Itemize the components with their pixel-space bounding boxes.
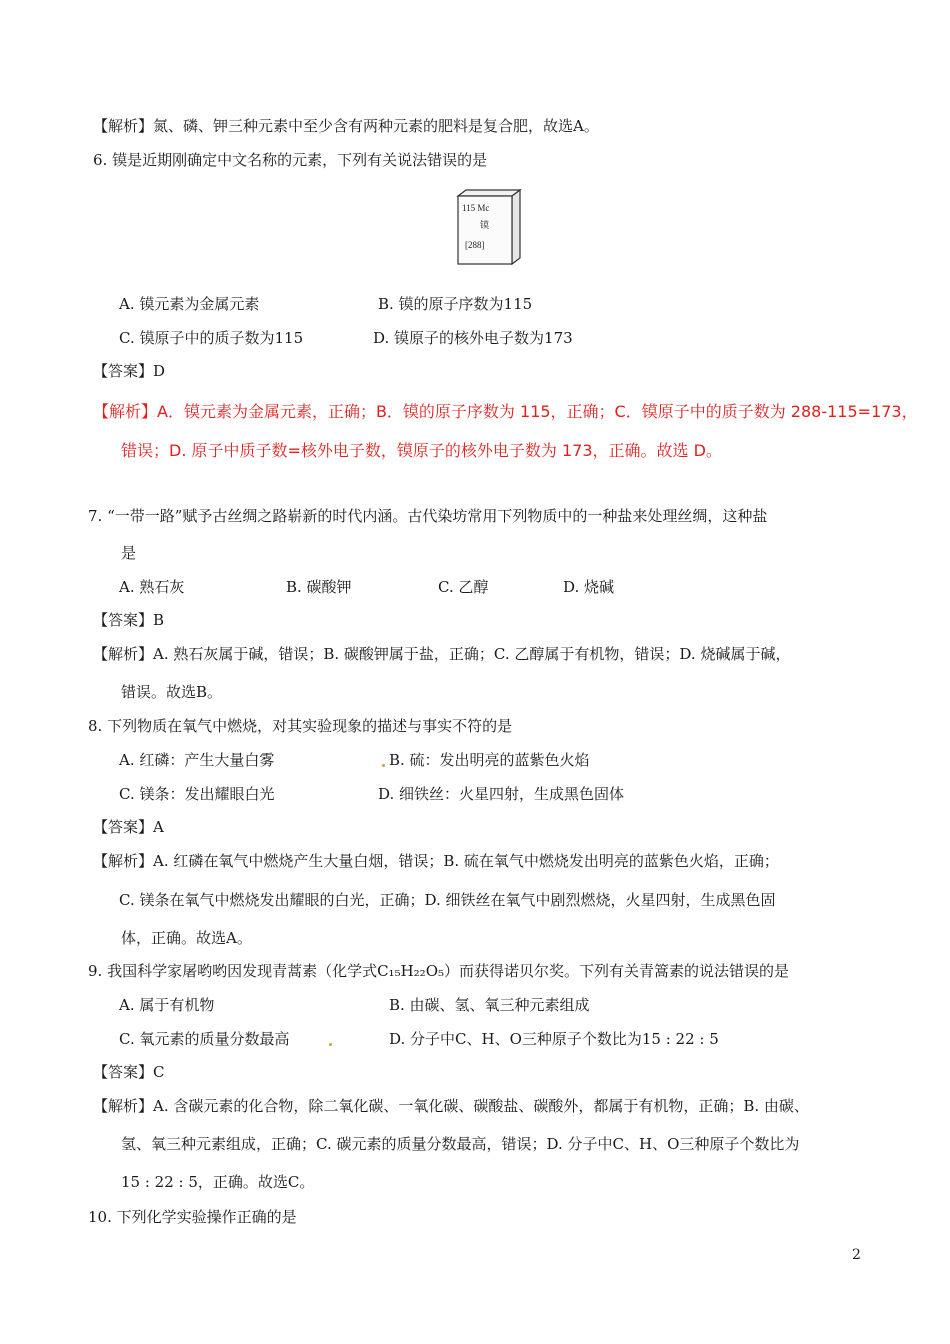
option-8c: C. 镁条：发出耀眼白光 — [119, 785, 275, 803]
option-8b: B. 硫：发出明亮的蓝紫色火焰 — [389, 751, 590, 769]
option-9a: A. 属于有机物 — [119, 996, 215, 1014]
analysis-9-line3: 15 : 22 : 5，正确。故选C。 — [121, 1173, 315, 1191]
option-6b: B. 镆的原子序数为115 — [378, 295, 533, 313]
answer-7: 【答案】B — [93, 611, 165, 629]
question-9: 9. 我国科学家屠哟哟因发现青蒿素（化学式C₁₅H₂₂O₅）而获得诺贝尔奖。下列有关青篙素的说法错误的是 — [88, 962, 790, 980]
element-number-symbol: 115 Mc — [462, 203, 490, 213]
page-number: 2 — [852, 1247, 861, 1263]
prev-analysis: 【解析】氮、磷、钾三种元素中至少含有两种元素的肥料是复合肥，故选A。 — [93, 117, 599, 135]
analysis-8-line3: 体，正确。故选A。 — [121, 929, 252, 947]
scan-speck — [382, 764, 385, 767]
option-8a: A. 红磷：产生大量白雾 — [119, 751, 275, 769]
question-8: 8. 下列物质在氧气中燃烧，对其实验现象的描述与事实不符的是 — [88, 717, 513, 735]
option-9d: D. 分子中C、H、O三种原子个数比为15 : 22 : 5 — [389, 1030, 719, 1048]
analysis-6-line1: 【解析】A．镆元素为金属元素，正确；B．镆的原子序数为 115，正确；C．镆原子中的质子数为 288-115=173， — [93, 402, 918, 421]
analysis-9-line1: 【解析】A. 含碳元素的化合物，除二氧化碳、一氧化碳、碳酸盐、碳酸外，都属于有机物，正确；B. 由碳、 — [93, 1097, 809, 1115]
element-card-moscovium — [456, 188, 522, 266]
option-9c: C. 氧元素的质量分数最高 — [119, 1030, 290, 1048]
element-name: 镆 — [480, 221, 490, 231]
option-7c: C. 乙醇 — [438, 578, 489, 596]
analysis-6-line2: 错误；D. 原子中质子数=核外电子数，镆原子的核外电子数为 173，正确。故选 D。 — [121, 441, 722, 460]
option-7a: A. 熟石灰 — [119, 578, 185, 596]
analysis-9-line2: 氢、氧三种元素组成，正确；C. 碳元素的质量分数最高，错误；D. 分子中C、H、O三种原子个数比为 — [121, 1135, 800, 1153]
option-7b: B. 碳酸钾 — [286, 578, 352, 596]
analysis-8-line1: 【解析】A. 红磷在氧气中燃烧产生大量白烟，错误；B. 硫在氧气中燃烧发出明亮的蓝紫色火焰，正确； — [93, 852, 779, 870]
option-8d: D. 细铁丝：火星四射，生成黑色固体 — [378, 785, 625, 803]
question-6: 6. 镆是近期刚确定中文名称的元素，下列有关说法错误的是 — [93, 151, 488, 169]
scan-speck — [329, 1043, 332, 1046]
analysis-7-line2: 错误。故选B。 — [121, 683, 223, 701]
option-9b: B. 由碳、氢、氧三种元素组成 — [389, 996, 590, 1014]
option-6d: D. 镆原子的核外电子数为173 — [373, 329, 573, 347]
option-6c: C. 镆原子中的质子数为115 — [119, 329, 304, 347]
answer-9: 【答案】C — [93, 1063, 165, 1081]
question-7: 7. “一带一路”赋予古丝绸之路崭新的时代内涵。古代染坊常用下列物质中的一种盐来处理丝绸，这种盐 — [88, 507, 768, 525]
answer-6: 【答案】D — [93, 362, 166, 380]
element-mass: [288] — [465, 240, 485, 250]
analysis-7-line1: 【解析】A. 熟石灰属于碱，错误；B. 碳酸钾属于盐，正确；C. 乙醇属于有机物，错误；D. 烧碱属于碱， — [93, 645, 791, 663]
option-7d: D. 烧碱 — [563, 578, 615, 596]
answer-8: 【答案】A — [93, 818, 164, 836]
question-10: 10. 下列化学实验操作正确的是 — [88, 1208, 297, 1226]
question-7-cont: 是 — [121, 544, 137, 562]
option-6a: A. 镆元素为金属元素 — [119, 295, 260, 313]
analysis-8-line2: C. 镁条在氧气中燃烧发出耀眼的白光，正确；D. 细铁丝在氧气中剧烈燃烧，火星四射，生成黑色固 — [119, 891, 776, 909]
